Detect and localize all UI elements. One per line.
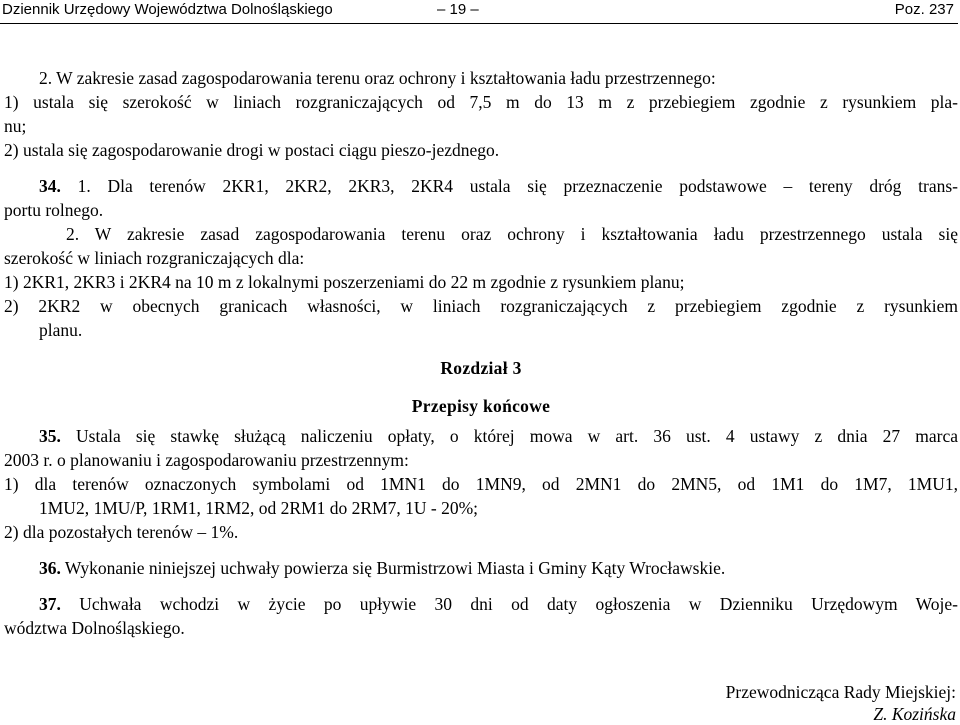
list-item: 1) ustala się szerokość w liniach rozgraniczających od 7,5 m do 13 m z przebiegiem zgodnie z rysunkiem pla-	[4, 92, 958, 112]
section-continuation: 2003 r. o planowaniu i zagospodarowaniu przestrzennym:	[4, 450, 409, 470]
section-36	[4, 556, 958, 580]
list-item: 2) dla pozostałych terenów – 1%.	[4, 522, 239, 542]
list-item-continuation: 1MU2, 1MU/P, 1RM1, 1RM2, od 2RM1 do 2RM7, 1U - 20%;	[39, 498, 479, 518]
section-continuation: portu rolnego.	[4, 200, 104, 220]
paragraph: 2. W zakresie zasad zagospodarowania terenu oraz ochrony i kształtowania ładu przestrzennego:	[39, 68, 716, 88]
section-35	[4, 424, 958, 448]
section-34	[4, 174, 958, 198]
section-number: 36.	[39, 558, 61, 578]
list-item: 2) 2KR2 w obecnych granicach własności, w liniach rozgraniczających z przebiegiem zgodnie z rysunkiem	[4, 296, 958, 316]
section-text: Ustala się stawkę służącą naliczeniu opłaty, o której mowa w art. 36 ust. 4 ustawy z dnia 27 marca	[60, 426, 958, 446]
section-number: 37.	[39, 594, 61, 614]
section-text: 1. Dla terenów 2KR1, 2KR2, 2KR3, 2KR4 ustala się przeznaczenie podstawowe – tereny dróg trans-	[60, 176, 958, 196]
list-item: 2) ustala się zagospodarowanie drogi w postaci ciągu pieszo-jezdnego.	[4, 140, 500, 160]
chapter-title: Przepisy końcowe	[411, 396, 551, 416]
signer-name: Z. Kozińska	[873, 704, 956, 724]
position-number: Poz. 237	[894, 1, 954, 18]
section-continuation: wództwa Dolnośląskiego.	[4, 618, 185, 638]
list-item-continuation: planu.	[39, 320, 83, 340]
list-item-continuation: nu;	[4, 116, 27, 136]
section-text: Wykonanie niniejszej uchwały powierza się Burmistrzowi Miasta i Gminy Kąty Wrocławskie.	[60, 558, 726, 578]
section-number: 35.	[39, 426, 61, 446]
section-37	[4, 592, 958, 616]
chapter-number: Rozdział 3	[440, 358, 522, 378]
paragraph-continuation: szerokość w liniach rozgraniczających dla:	[4, 248, 305, 268]
signer-role: Przewodnicząca Rady Miejskiej:	[725, 682, 956, 702]
list-item: 1) 2KR1, 2KR3 i 2KR4 na 10 m z lokalnymi poszerzeniami do 22 m zgodnie z rysunkiem planu;	[4, 272, 685, 292]
page-header	[0, 0, 958, 24]
section-text: Uchwała wchodzi w życie po upływie 30 dni od daty ogłoszenia w Dzienniku Urzędowym Woje-	[60, 594, 958, 614]
paragraph: 2. W zakresie zasad zagospodarowania terenu oraz ochrony i kształtowania ładu przestrzennego ustala się	[66, 224, 958, 244]
journal-title: Dziennik Urzędowy Województwa Dolnośląskiego	[2, 1, 333, 18]
page-number: – 19 –	[437, 1, 479, 18]
list-item: 1) dla terenów oznaczonych symbolami od 1MN1 do 1MN9, od 2MN1 do 2MN5, od 1M1 do 1M7, 1MU1,	[4, 474, 958, 494]
section-number: 34.	[39, 176, 61, 196]
document-body	[4, 66, 958, 640]
signature-block	[726, 681, 956, 725]
